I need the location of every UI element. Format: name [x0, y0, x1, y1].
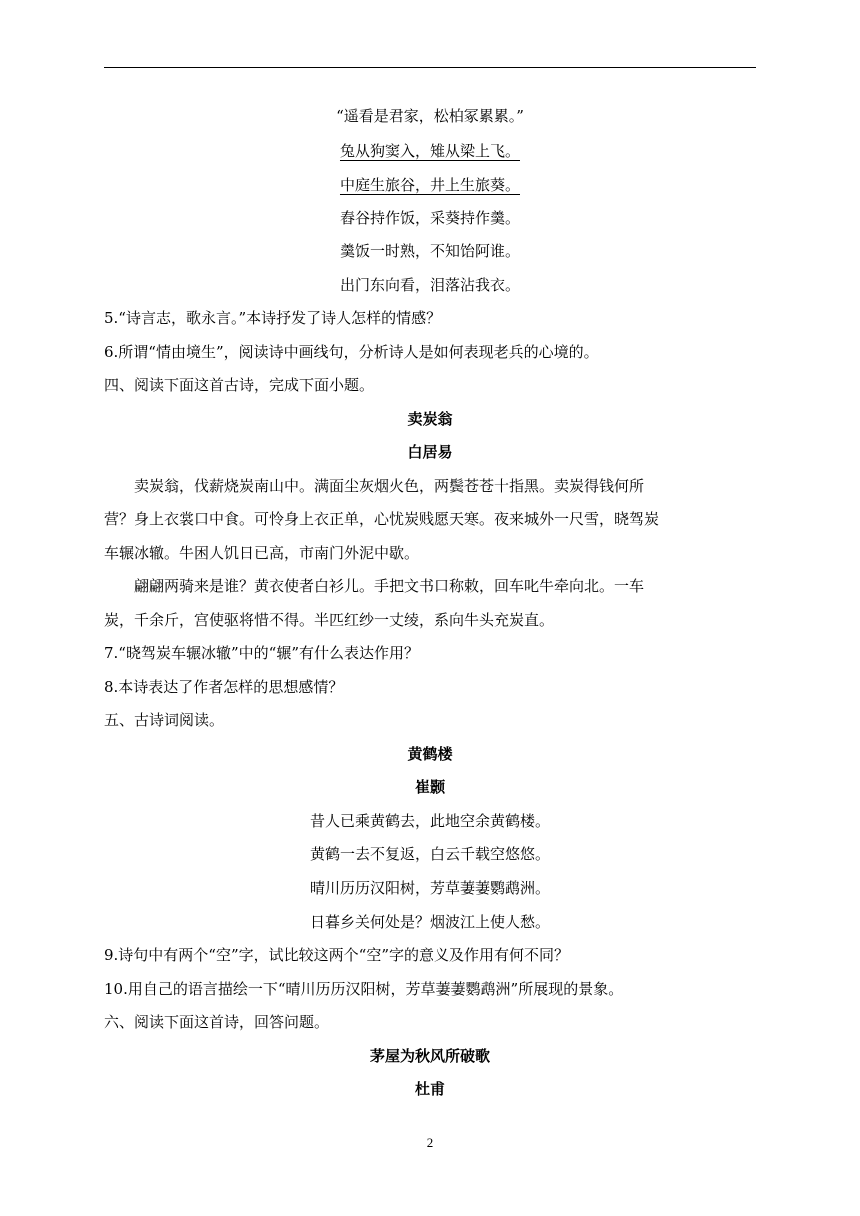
question-5: 5.“诗言志，歌永言。”本诗抒发了诗人怎样的情感？ [104, 309, 442, 327]
poem-author-cuihao: 崔颢 [414, 778, 445, 796]
poem-title-huanghelou: 黄鹤楼 [407, 745, 453, 763]
poem1-line-1: “遥看是君家，松柏冢累累。” [336, 107, 524, 125]
poem-para-line: 车辗冰辙。牛困人饥日已高，市南门外泥中歇。 [104, 544, 420, 562]
question-7: 7.“晓驾炭车辗冰辙”中的“辗”有什么表达作用？ [104, 644, 419, 662]
question-10: 10.用自己的语言描绘一下“晴川历历汉阳树，芳草萋萋鹦鹉洲”所展现的景象。 [104, 980, 624, 998]
section-6-heading: 六、阅读下面这首诗，回答问题。 [104, 1013, 330, 1031]
poem-para-line: 卖炭翁，伐薪烧炭南山中。满面尘灰烟火色，两鬓苍苍十指黑。卖炭得钱何所 [134, 477, 645, 495]
poem-author-baijuyi: 白居易 [407, 443, 453, 461]
header-rule [104, 67, 756, 68]
poem3-line-2: 黄鹤一去不复返，白云千载空悠悠。 [309, 845, 550, 863]
poem-para-line: 炭，千余斤，宫使驱将惜不得。半匹红纱一丈绫，系向牛头充炭直。 [104, 611, 555, 629]
underlined-line: 兔从狗窦入，雉从梁上飞。 [339, 142, 520, 160]
question-9: 9.诗句中有两个“空”字，试比较这两个“空”字的意义及作用有何不同？ [104, 946, 569, 964]
section-4-heading: 四、阅读下面这首古诗，完成下面小题。 [104, 376, 375, 394]
poem1-line-3 [104, 175, 756, 195]
poem3-line-4: 日暮乡关何处是？烟波江上使人愁。 [309, 913, 550, 931]
poem1-line-5: 羹饭一时熟，不知饴阿谁。 [339, 242, 520, 260]
poem3-line-1: 昔人已乘黄鹤去，此地空余黄鹤楼。 [309, 812, 550, 830]
poem-para-line: 翩翩两骑来是谁？黄衣使者白衫儿。手把文书口称敕，回车叱牛牵向北。一车 [134, 577, 645, 595]
question-6: 6.所谓“情由境生”，阅读诗中画线句，分析诗人是如何表现老兵的心境的。 [104, 343, 599, 361]
question-8: 8.本诗表达了作者怎样的思想感情？ [104, 678, 344, 696]
poem1-line-4: 舂谷持作饭，采葵持作羹。 [339, 209, 520, 227]
poem1-line-6: 出门东向看，泪落沾我衣。 [339, 276, 520, 294]
poem1-line-2 [104, 141, 756, 161]
underlined-line: 中庭生旅谷，井上生旅葵。 [339, 176, 520, 194]
poem3-line-3: 晴川历历汉阳树，芳草萋萋鹦鹉洲。 [309, 879, 550, 897]
poem-title-maowu: 茅屋为秋风所破歌 [369, 1047, 490, 1065]
poem-title-maitanweng: 卖炭翁 [407, 410, 453, 428]
section-5-heading: 五、古诗词阅读。 [104, 711, 225, 729]
page-number: 2 [426, 1135, 434, 1150]
poem-para-line: 营？身上衣裳口中食。可怜身上衣正单，心忧炭贱愿天寒。夜来城外一尺雪，晓驾炭 [104, 510, 660, 528]
poem-author-dufu: 杜甫 [414, 1080, 445, 1098]
